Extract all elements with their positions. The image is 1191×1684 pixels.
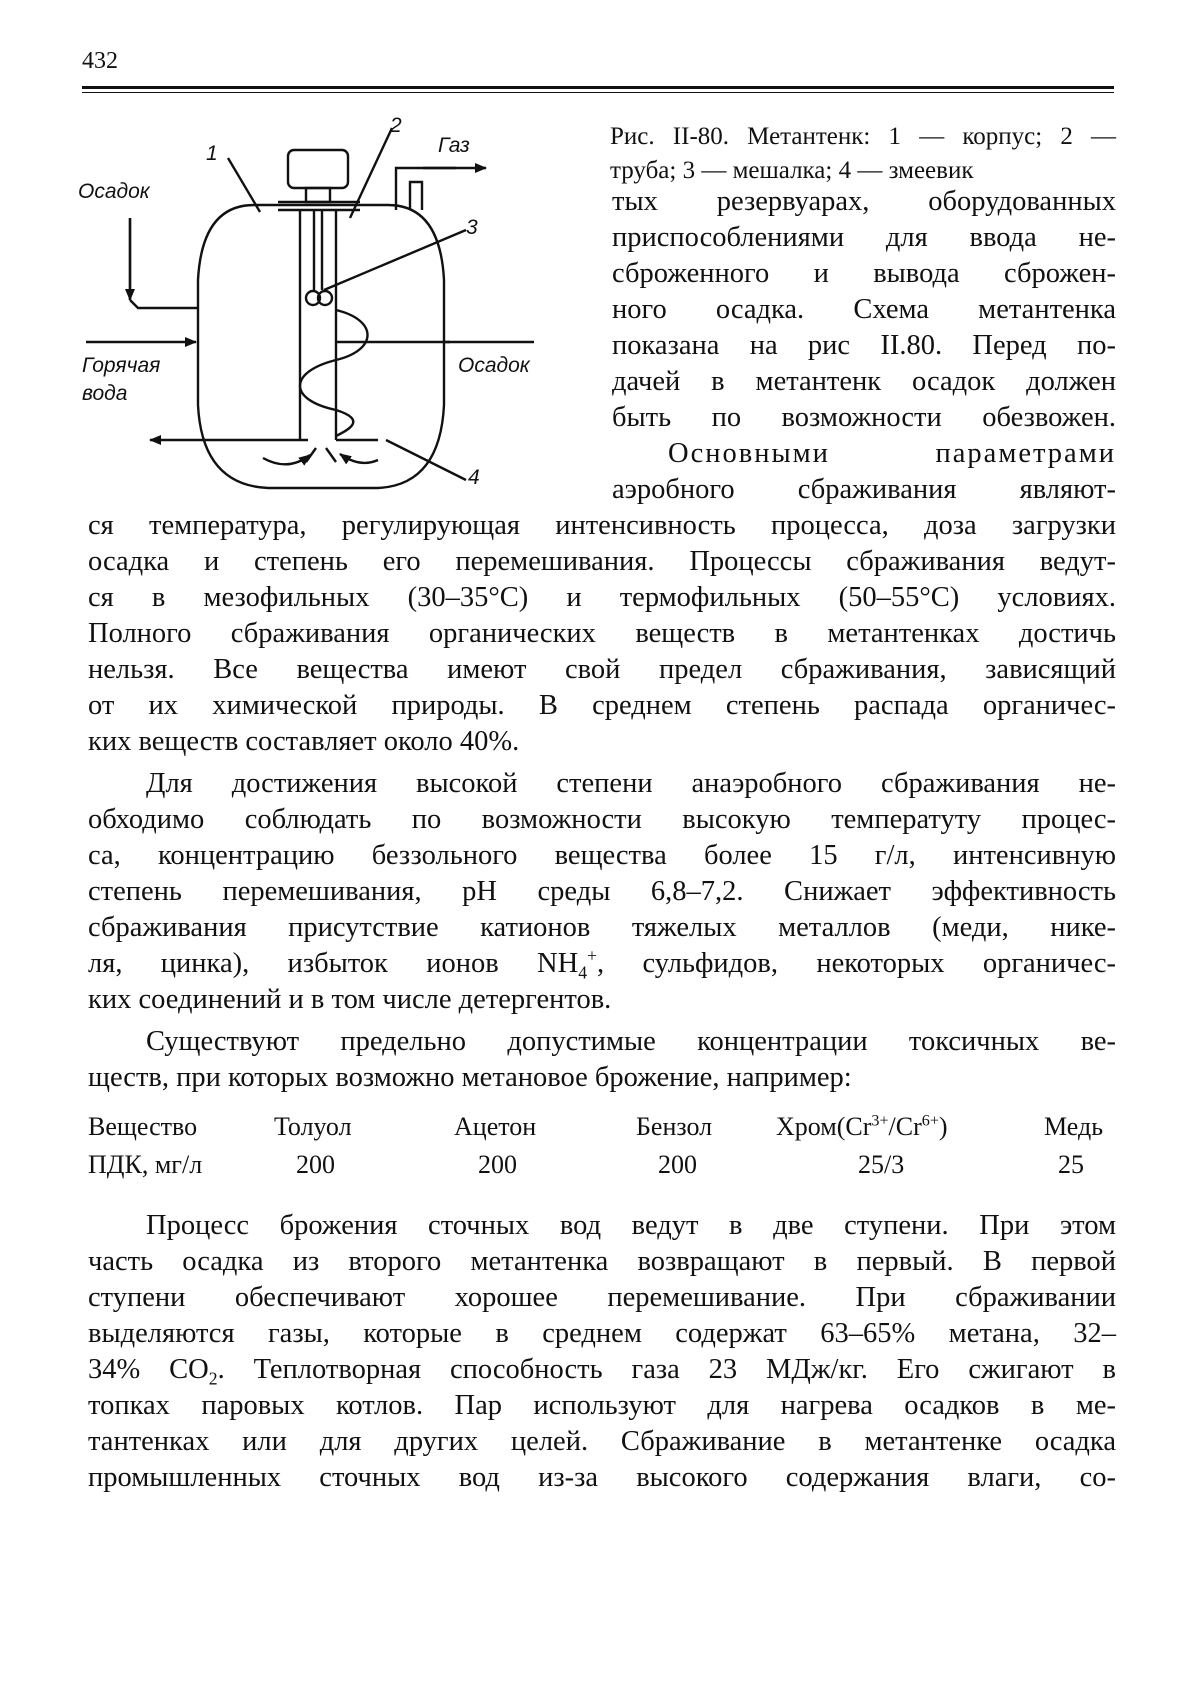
table-header-cell: Ацетон	[454, 1112, 537, 1141]
text-line: Существуют предельно допустимые концентрации токсичных ве-	[146, 1026, 1116, 1057]
text-fragment: , сульфидов, некоторых органичес-	[597, 948, 1117, 979]
superscript: 3+	[871, 1112, 889, 1130]
text-line: сбраживания присутствие катионов тяжелых металлов (меди, нике-	[88, 912, 1116, 943]
text-line: ществ, при которых возможно метановое брожение, например:	[88, 1062, 852, 1093]
text-line: ких соединений и в том числе детергентов.	[88, 984, 612, 1015]
wrap-line: Основными параметрами	[668, 438, 1116, 469]
text-line: выделяются газы, которые в среднем содержат 63–65% метана, 32–	[88, 1318, 1116, 1349]
text-line: са, концентрацию беззольного вещества более 15 г/л, интенсивную	[88, 840, 1116, 871]
figure-caption	[610, 120, 1116, 188]
table-header-cell: Медь	[1044, 1112, 1104, 1141]
text-line: степень перемешивания, рН среды 6,8–7,2. Снижает эффективность	[88, 876, 1116, 907]
text-fragment: 34% CO	[88, 1354, 209, 1385]
text-line: обходимо соблюдать по возможности высокую температуту процес-	[88, 804, 1116, 835]
text-line	[88, 945, 1117, 983]
wrap-line: приспособлениями для ввода не-	[612, 222, 1116, 253]
text-line: от их химической природы. В среднем степень распада органичес-	[88, 690, 1116, 721]
header-rule	[82, 86, 1114, 89]
wrap-line: сброженного и вывода сброжен-	[612, 258, 1116, 289]
text-line: Для достижения высокой степени анаэробного сбраживания не-	[146, 768, 1116, 799]
subscript: 2	[208, 1368, 218, 1389]
text-line: ких веществ составляет около 40%.	[88, 726, 520, 757]
caption-line: Рис. II-80. Метантенк: 1 — корпус; 2 —	[610, 123, 1116, 150]
table-cell: 25	[1058, 1150, 1084, 1179]
text-line: тантенках или для других целей. Сбраживание в метантенке осадка	[88, 1426, 1116, 1457]
text-line: ся в мезофильных (30–35°С) и термофильных (50–55°С) условиях.	[88, 582, 1116, 613]
label-hot-water-2: вода	[82, 382, 128, 405]
wrap-line: дачей в метантенк осадок должен	[612, 366, 1116, 397]
agitator-motor	[288, 150, 348, 188]
text-line: промышленных сточных вод из-за высокого содержания влаги, со-	[88, 1462, 1116, 1493]
text-line: топках паровых котлов. Пар используют для нагрева осадков в ме-	[88, 1390, 1116, 1421]
text-line: нельзя. Все вещества имеют свой предел сбраживания, зависящий	[88, 654, 1116, 685]
text-fragment: /Cr	[888, 1112, 922, 1141]
label-num-1: 1	[206, 142, 218, 165]
label-gas: Газ	[438, 134, 470, 157]
table-cell: 200	[296, 1150, 335, 1179]
text-fragment: )	[938, 1112, 948, 1141]
label-sludge-out: Осадок	[458, 354, 530, 377]
table-row-label: Вещество	[88, 1112, 198, 1141]
text-fragment: ля, цинка), избыток ионов NH	[88, 948, 579, 979]
wrap-line: быть по возможности обезвожен.	[612, 402, 1116, 433]
text-line: осадка и степень его перемешивания. Процессы сбраживания ведут-	[88, 546, 1116, 577]
table-header-cell: Толуол	[274, 1112, 352, 1141]
text-line	[88, 1354, 1116, 1389]
label-hot-water-1: Горячая	[82, 354, 161, 377]
subscript: 4	[578, 962, 588, 983]
methane-tank-figure	[78, 110, 598, 540]
wrap-line: ного осадка. Схема метантенка	[612, 294, 1116, 325]
text-line: Полного сбраживания органических веществ в метантенках достичь	[88, 618, 1116, 649]
table-cell: 25/3	[858, 1150, 905, 1179]
text-line: Процесс брожения сточных вод ведут в две ступени. При этом	[146, 1210, 1116, 1241]
text-line: ся температура, регулирующая интенсивность процесса, доза загрузки	[88, 510, 1116, 541]
superscript: +	[587, 945, 597, 966]
header-rule-thin	[82, 92, 1114, 93]
table-cell: 200	[478, 1150, 517, 1179]
table-cell: 200	[658, 1150, 697, 1179]
text-line: часть осадка из второго метантенка возвращают в первый. В первой	[88, 1246, 1116, 1277]
sludge-inlet-arrow	[130, 218, 198, 308]
wrap-line: показана на рис II.80. Перед по-	[612, 330, 1116, 361]
table-header-cell	[776, 1112, 948, 1142]
methane-tank-diagram	[78, 110, 598, 540]
table-header-cell: Бензол	[636, 1112, 713, 1141]
gas-pipe	[396, 168, 456, 210]
page-number: 432	[82, 48, 118, 74]
text-line: ступени обеспечивают хорошее перемешивание. При сбраживании	[88, 1282, 1116, 1313]
label-num-3: 3	[466, 216, 478, 239]
caption-line: труба; 3 — мешалка; 4 — змеевик	[610, 157, 974, 184]
text-fragment: Хром(Cr	[776, 1112, 872, 1141]
heating-coil	[300, 310, 368, 436]
label-sludge-in: Осадок	[78, 180, 150, 203]
superscript: 6+	[921, 1112, 939, 1130]
label-num-4: 4	[468, 466, 480, 489]
wrap-line: аэробного сбраживания являют-	[612, 474, 1116, 505]
wrap-line: тых резервуарах, оборудованных	[612, 186, 1116, 217]
table-row-label: ПДК, мг/л	[88, 1150, 203, 1179]
text-fragment: . Теплотворная способность газа 23 МДж/кг. Его сжигают в	[217, 1354, 1116, 1385]
label-num-2: 2	[390, 114, 402, 137]
